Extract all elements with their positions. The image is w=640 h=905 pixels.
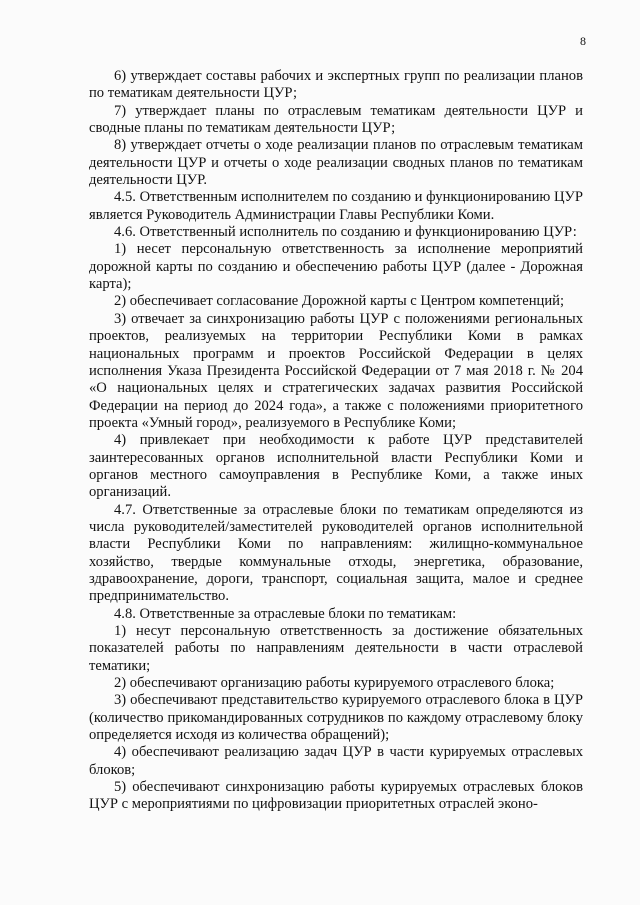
paragraph-4-6-item-4: 4) привлекает при необходимости к работе ЦУР представителей заинтересованных органов исполнительной власти Республики Коми и органов местного самоуправления в Республике Коми, а также иных организаций. [89,432,583,501]
paragraph-4-6: 4.6. Ответственный исполнитель по созданию и функционированию ЦУР: [114,224,577,241]
paragraph-4-8-item-3: 3) обеспечивают представительство курируемого отраслевого блока в ЦУР (количество прикомандированных сотрудников по каждому отраслевому блоку определяется исходя из количества обращений); [89,692,583,744]
page-number: 8 [580,34,586,48]
paragraph-7-approves-plans: 7) утверждает планы по отраслевым тематикам деятельности ЦУР и сводные планы по тематикам деятельности ЦУР; [89,102,583,137]
paragraph-4-6-item-3: 3) отвечает за синхронизацию работы ЦУР с положениями региональных проектов, реализуемых на территории Республики Коми в рамках национальных программ и проектов Российской Федерации в целях исполнения Указа Президента Российской Федерации от 7 мая 2018 г. № 204 «О национальных целях и стратегических задачах развития Российской Федерации на период до 2024 года», а также с положениями приоритетного проекта «Умный город», реализуемого в Республике Коми; [89,310,583,431]
paragraph-6-approves-groups: 6) утверждает составы рабочих и экспертных групп по реализации планов по тематикам деятельности ЦУР; [89,68,583,102]
paragraph-4-8: 4.8. Ответственные за отраслевые блоки по тематикам: [114,605,457,622]
paragraph-4-8-item-2: 2) обеспечивают организацию работы курируемого отраслевого блока; [114,675,555,692]
paragraph-4-8-item-4: 4) обеспечивают реализацию задач ЦУР в части курируемых отраслевых блоков; [89,744,583,778]
paragraph-4-7: 4.7. Ответственные за отраслевые блоки по тематикам определяются из числа руководителей/заместителей руководителей органов исполнительной власти Республики Коми по направлениям: жилищно-коммунальное хозяйство, твердые коммунальные отходы, энергетика, образование, здравоохранение, дороги, транспорт, социальная защита, малое и среднее предпринимательство. [89,501,583,605]
paragraph-4-6-item-1: 1) несет персональную ответственность за исполнение мероприятий дорожной карты по созданию и обеспечению работы ЦУР (далее - Дорожная карта); [89,241,583,293]
paragraph-4-5: 4.5. Ответственным исполнителем по созданию и функционированию ЦУР является Руководитель Администрации Главы Республики Коми. [89,189,583,223]
paragraph-8-approves-reports: 8) утверждает отчеты о ходе реализации планов по отраслевым тематикам деятельности ЦУР и отчеты о ходе реализации сводных планов по тематикам деятельности ЦУР. [89,137,583,189]
paragraph-4-8-item-5: 5) обеспечивают синхронизацию работы курируемых отраслевых блоков ЦУР с мероприятиями по цифровизации приоритетных отраслей эконо- [89,779,583,813]
paragraph-4-8-item-1: 1) несут персональную ответственность за достижение обязательных показателей работы по направлениям деятельности в части отраслевой тематики; [89,623,583,674]
document-body [89,68,583,814]
paragraph-4-6-item-2: 2) обеспечивает согласование Дорожной карты с Центром компетенций; [114,293,565,310]
